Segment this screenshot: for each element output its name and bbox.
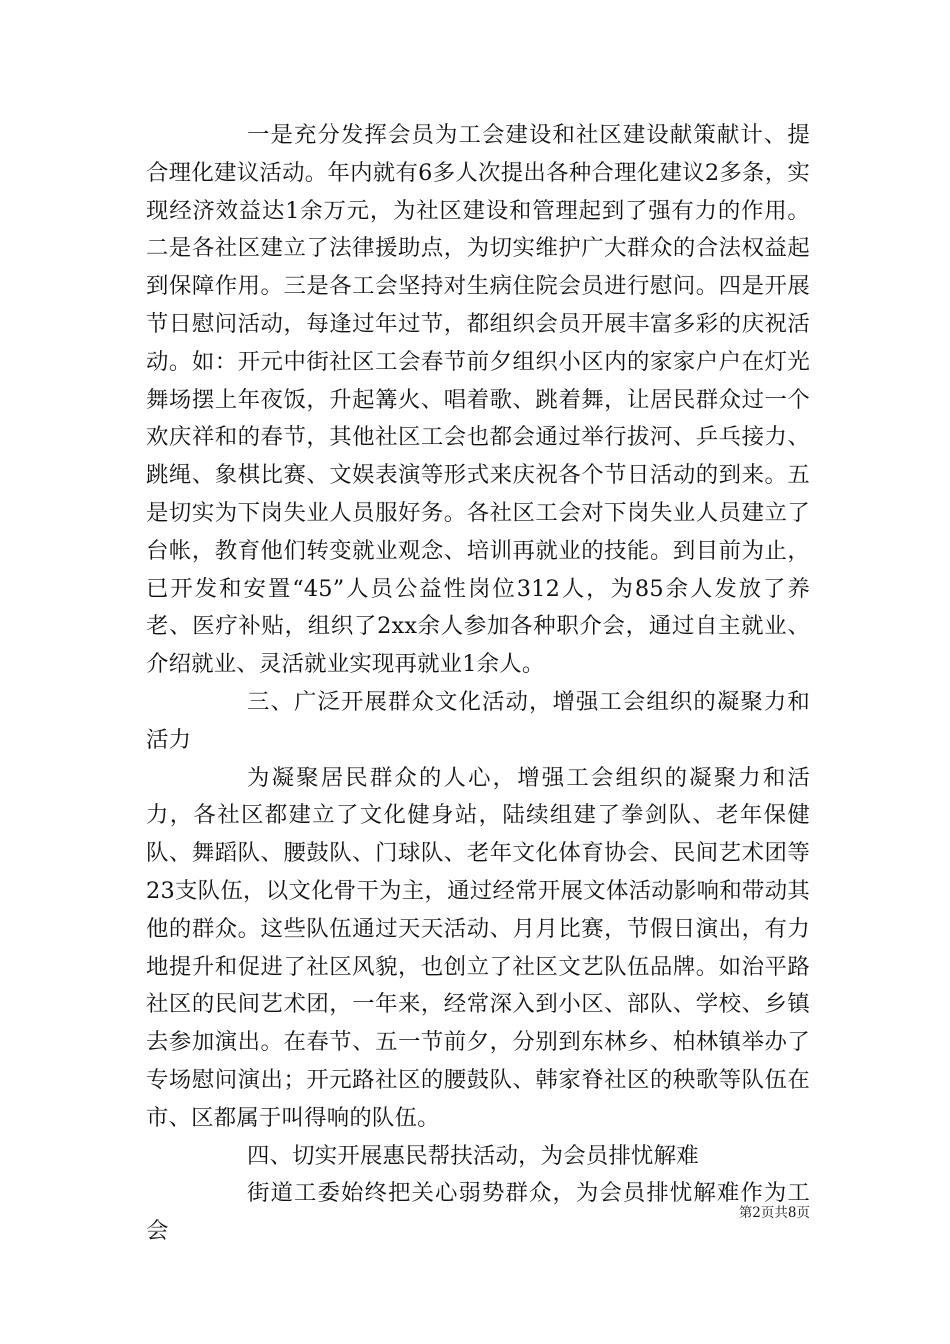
heading-section-three: 三、广泛开展群众文化活动，增强工会组织的凝聚力和活力	[146, 688, 810, 753]
paragraph-culture-activities: 为凝聚居民群众的人心，增强工会组织的凝聚力和活力，各社区都建立了文化健身站，陆续组建了拳剑队、老年保健队、舞蹈队、腰鼓队、门球队、老年文化体育协会、民间艺术团等23支队伍，以文化骨干为主，通过经常开展文体活动影响和带动其他的群众。这些队伍通过天天活动、月月比赛，节假日演出，有力地提升和促进了社区风貌，也创立了社区文艺队伍品牌。如治平路社区的民间艺术团，一年来，经常深入到小区、部队、学校、乡镇去参加演出。在春节、五一节前夕，分别到东林乡、柏林镇举办了专场慰问演出；开元路社区的腰鼓队、韩家脊社区的秧歌等队伍在市、区都属于叫得响的队伍。	[146, 764, 810, 1131]
paragraph-members-activities: 一是充分发挥会员为工会建设和社区建设献策献计、提合理化建议活动。年内就有6多人次提出各种合理化建议2多条，实现经济效益达1余万元，为社区建设和管理起到了强有力的作用。二是各社区建立了法律援助点，为切实维护广大群众的合法权益起到保障作用。三是各工会坚持对生病住院会员进行慰问。四是开展节日慰问活动，每逢过年过节，都组织会员开展丰富多彩的庆祝活动。如：开元中街社区工会春节前夕组织小区内的家家户户在灯光舞场摆上年夜饭，升起篝火、唱着歌、跳着舞，让居民群众过一个欢庆祥和的春节，其他社区工会也都会通过举行拔河、乒乓接力、跳绳、象棋比赛、文娱表演等形式来庆祝各个节日活动的到来。五是切实为下岗失业人员服好务。各社区工会对下岗失业人员建立了台帐，教育他们转变就业观念、培训再就业的技能。到目前为止，已开发和安置“45”人员公益性岗位312人，为85余人发放了养老、医疗补贴，组织了2xx余人参加各种职介会，通过自主就业、介绍就业、灵活就业实现再就业1余人。	[146, 122, 810, 678]
document-body	[146, 117, 810, 1251]
paragraph-assistance-start: 街道工委始终把关心弱势群众，为会员排忧解难作为工会	[146, 1180, 810, 1245]
heading-section-four: 四、切实开展惠民帮扶活动，为会员排忧解难	[247, 1142, 699, 1169]
page-number: 第2页共8页	[738, 1205, 810, 1221]
